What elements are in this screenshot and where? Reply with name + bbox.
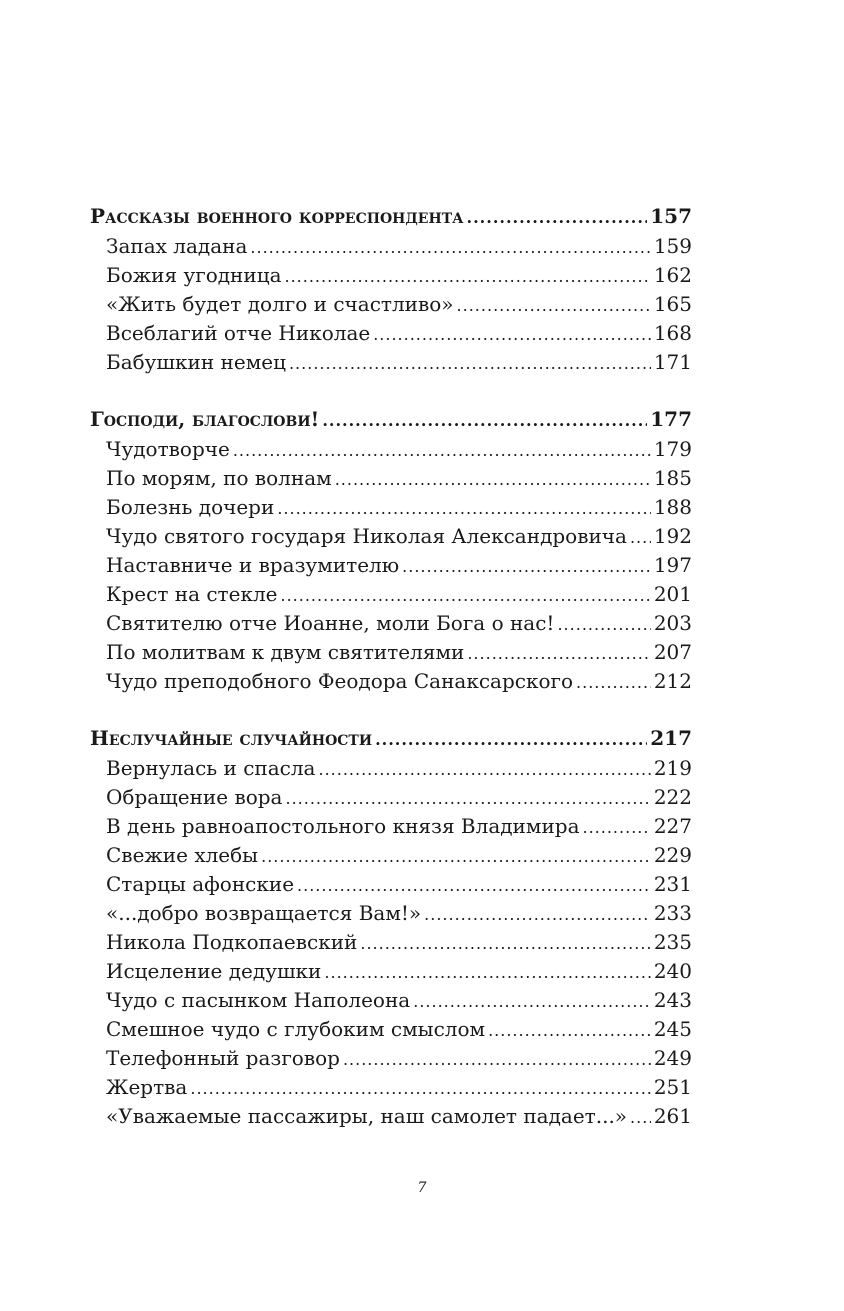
entry-page: 185	[653, 466, 692, 490]
toc-entry[interactable]	[90, 522, 692, 551]
entry-page: 168	[653, 321, 692, 345]
entry-title: Чудо с пасынком Наполеона	[106, 988, 411, 1012]
entry-title: Божия угодница	[106, 263, 282, 287]
dot-leader	[467, 639, 650, 668]
toc-entry[interactable]	[90, 754, 692, 783]
entry-title: По морям, по волнам	[106, 466, 332, 490]
toc-entry[interactable]	[90, 870, 692, 899]
entry-title: Смешное чудо с глубоким смыслом	[106, 1017, 486, 1041]
toc-entry[interactable]	[90, 609, 692, 638]
entry-title: Старцы афонские	[106, 872, 295, 896]
toc-section-heading[interactable]	[90, 722, 692, 754]
dot-leader	[261, 842, 651, 871]
dot-leader	[402, 552, 651, 581]
section-title: Рассказы военного корреспондента	[90, 204, 464, 228]
entry-title: По молитвам к двум святителями	[106, 640, 465, 664]
dot-leader	[467, 202, 648, 234]
toc-entry[interactable]	[90, 551, 692, 580]
entry-page: 159	[653, 234, 692, 258]
dot-leader	[285, 784, 650, 813]
entry-title: Телефонный разговор	[106, 1046, 340, 1070]
entry-page: 162	[653, 263, 692, 287]
section-title: Неслучайные случайности	[90, 726, 373, 750]
dot-leader	[335, 465, 651, 494]
toc-entry[interactable]	[90, 348, 692, 377]
toc-entry[interactable]	[90, 1073, 692, 1102]
toc-entry[interactable]	[90, 464, 692, 493]
entry-page: 229	[653, 843, 692, 867]
toc-entry[interactable]	[90, 435, 692, 464]
entry-page: 222	[653, 785, 692, 809]
toc-entry[interactable]	[90, 783, 692, 812]
toc-entry[interactable]	[90, 1044, 692, 1073]
entry-page: 243	[653, 988, 692, 1012]
dot-leader	[360, 929, 650, 958]
entry-page: 227	[653, 814, 692, 838]
entry-page: 171	[653, 350, 692, 374]
dot-leader	[373, 320, 651, 349]
entry-title: Никола Подкопаевский	[106, 930, 358, 954]
dot-leader	[488, 1016, 651, 1045]
entry-title: Жертва	[106, 1075, 188, 1099]
entry-page: 165	[653, 292, 692, 316]
entry-title: Свежие хлебы	[106, 843, 259, 867]
dot-leader	[322, 405, 647, 437]
toc-entry[interactable]	[90, 493, 692, 522]
entry-title: Чудо святого государя Николая Александровича	[106, 524, 627, 548]
toc-entry[interactable]	[90, 638, 692, 667]
entry-page: 201	[653, 582, 692, 606]
entry-title: Всеблагий отче Николае	[106, 321, 371, 345]
section-title: Господи, благослови!	[90, 407, 320, 431]
toc-section	[90, 403, 692, 696]
entry-page: 261	[653, 1104, 692, 1128]
toc-entry[interactable]	[90, 261, 692, 290]
entry-title: Чудотворче	[106, 437, 230, 461]
entry-page: 219	[653, 756, 692, 780]
entry-page: 179	[653, 437, 692, 461]
toc-entry[interactable]	[90, 290, 692, 319]
toc-entry[interactable]	[90, 812, 692, 841]
entry-title: Крест на стекле	[106, 582, 278, 606]
entry-page: 233	[653, 901, 692, 925]
section-page: 217	[650, 726, 692, 750]
toc-entry[interactable]	[90, 232, 692, 261]
dot-leader	[630, 523, 651, 552]
dot-leader	[324, 958, 650, 987]
entry-title: Исцеление дедушки	[106, 959, 322, 983]
dot-leader	[457, 291, 651, 320]
entry-page: 197	[653, 553, 692, 577]
dot-leader	[190, 1074, 650, 1103]
entry-title: Наставниче и вразумителю	[106, 553, 400, 577]
entry-page: 245	[653, 1017, 692, 1041]
dot-leader	[630, 1103, 651, 1132]
toc-entry[interactable]	[90, 1015, 692, 1044]
entry-page: 240	[653, 959, 692, 983]
entry-title: «Жить будет долго и счастливо»	[106, 292, 454, 316]
entry-page: 235	[653, 930, 692, 954]
toc-entry[interactable]	[90, 667, 692, 696]
entry-page: 207	[653, 640, 692, 664]
entry-title: Чудо преподобного Феодора Санаксарского	[106, 669, 574, 693]
entry-title: Вернулась и спасла	[106, 756, 316, 780]
page-number: 7	[417, 1180, 427, 1196]
dot-leader	[583, 813, 651, 842]
entry-title: В день равноапостольного князя Владимира	[106, 814, 580, 838]
toc-section-heading[interactable]	[90, 200, 692, 232]
dot-leader	[289, 349, 651, 378]
entry-page: 251	[653, 1075, 692, 1099]
toc-section	[90, 722, 692, 1131]
entry-page: 192	[653, 524, 692, 548]
dot-leader	[424, 900, 651, 929]
toc-entry[interactable]	[90, 319, 692, 348]
entry-page: 231	[653, 872, 692, 896]
dot-leader	[557, 610, 650, 639]
entry-title: «...добро возвращается Вам!»	[106, 901, 422, 925]
entry-title: Бабушкин немец	[106, 350, 286, 374]
dot-leader	[277, 494, 651, 523]
dot-leader	[297, 871, 651, 900]
dot-leader	[576, 668, 651, 697]
toc-entry[interactable]	[90, 928, 692, 957]
entry-title: Запах ладана	[106, 234, 248, 258]
toc-entry[interactable]	[90, 1102, 692, 1131]
dot-leader	[318, 755, 650, 784]
dot-leader	[250, 233, 650, 262]
dot-leader	[413, 987, 651, 1016]
toc-section-heading[interactable]	[90, 403, 692, 435]
entry-title: Обращение вора	[106, 785, 283, 809]
toc-entry[interactable]	[90, 986, 692, 1015]
entry-title: «Уважаемые пассажиры, наш самолет падает...»	[106, 1104, 628, 1128]
dot-leader	[285, 262, 651, 291]
toc-section	[90, 200, 692, 377]
entry-page: 203	[653, 611, 692, 635]
dot-leader	[343, 1045, 651, 1074]
entry-page: 212	[653, 669, 692, 693]
toc-entry[interactable]	[90, 580, 692, 609]
table-of-contents	[90, 200, 692, 1157]
entry-title: Святителю отче Иоанне, моли Бога о нас!	[106, 611, 555, 635]
dot-leader	[375, 724, 647, 756]
entry-page: 249	[653, 1046, 692, 1070]
toc-entry[interactable]	[90, 841, 692, 870]
dot-leader	[233, 436, 651, 465]
toc-entry[interactable]	[90, 957, 692, 986]
section-page: 177	[650, 407, 692, 431]
toc-entry[interactable]	[90, 899, 692, 928]
dot-leader	[281, 581, 651, 610]
entry-page: 188	[653, 495, 692, 519]
section-page: 157	[650, 204, 692, 228]
entry-title: Болезнь дочери	[106, 495, 275, 519]
